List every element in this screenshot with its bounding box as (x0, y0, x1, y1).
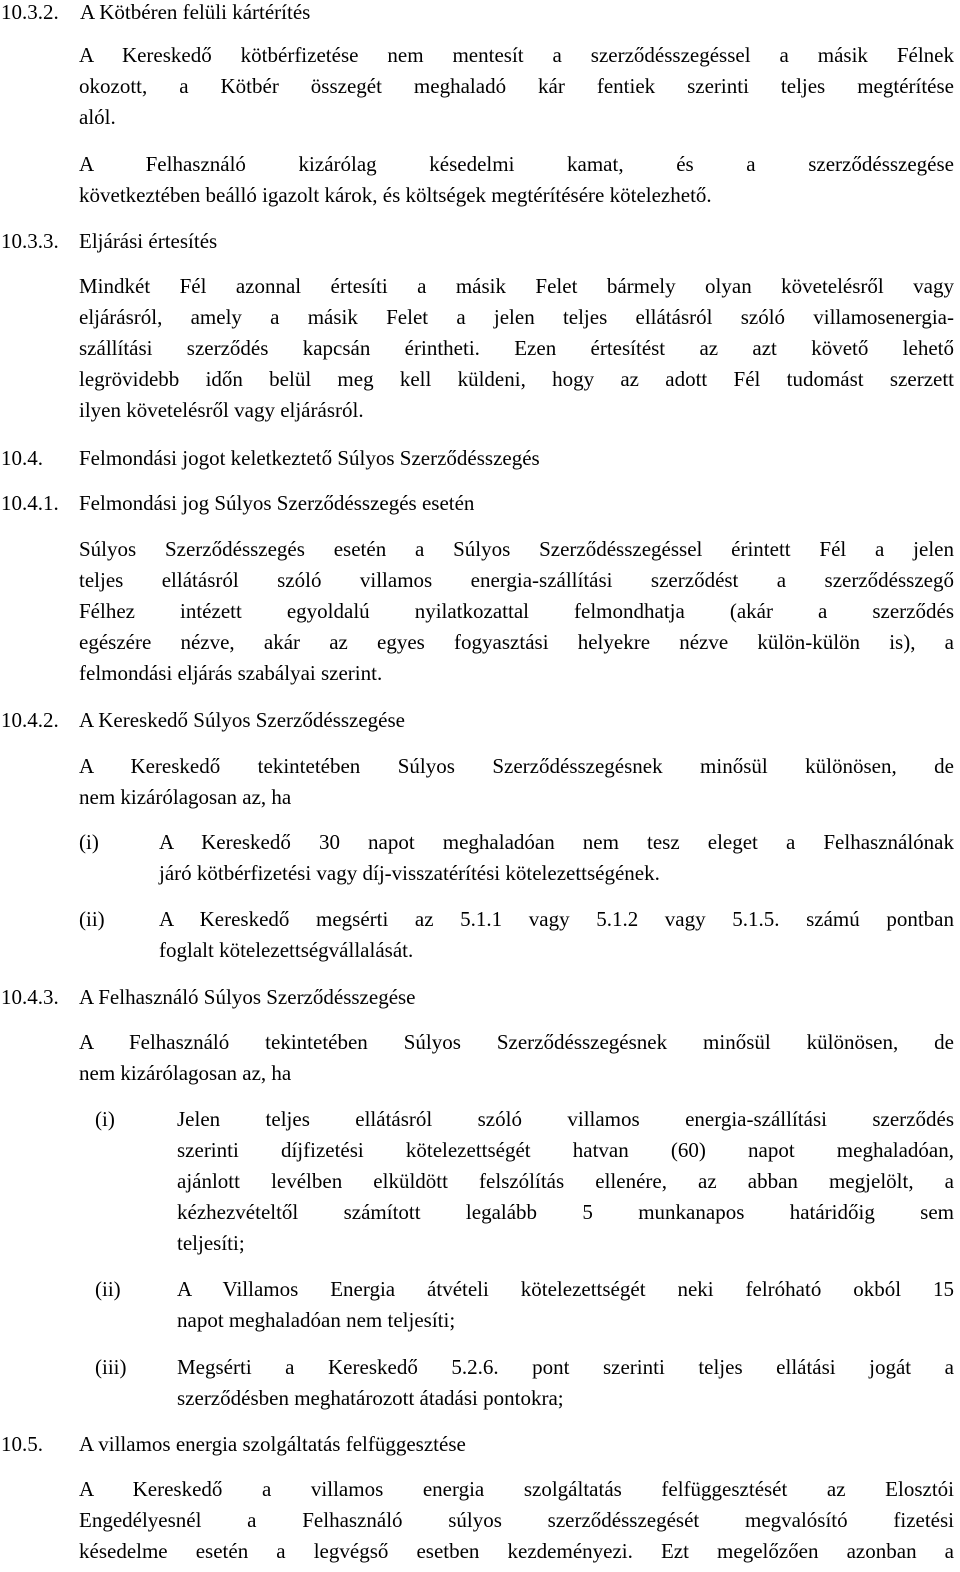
text-line: következtében beálló igazolt károk, és költségek megtérítésére kötelezhető. (79, 183, 712, 207)
paragraph (79, 271, 954, 426)
text-line: A Felhasználó kizárólag késedelmi kamat, és a szerződésszegése (79, 152, 954, 176)
section-heading-10-4 (0, 443, 960, 474)
text-line: Súlyos Szerződésszegés esetén a Súlyos Szerződésszegéssel érintett Fél a jelen (79, 537, 954, 561)
paragraph (79, 40, 954, 133)
text-line: Jelen teljes ellátásról szóló villamos energia-szállítási szerződés (177, 1107, 954, 1131)
list-item (0, 827, 960, 889)
text-line: szerződésben meghatározott átadási pontokra; (177, 1386, 564, 1410)
text-line: késedelme esetén a legvégső esetben kezdeményezi. Ezt megelőzően azonban a (79, 1539, 954, 1563)
text-line: okozott, a Kötbér összegét meghaladó kár fentiek szerinti teljes megtérítése (79, 74, 954, 98)
paragraph (79, 1474, 954, 1567)
text-line: eljárásról, amely a másik Felet a jelen teljes ellátásról szóló villamosenergia- (79, 305, 954, 329)
paragraph (79, 534, 954, 689)
text-line: ilyen követelésről vagy eljárásról. (79, 398, 364, 422)
paragraph (79, 149, 954, 211)
text-line: A Kereskedő megsérti az 5.1.1 vagy 5.1.2 vagy 5.1.5. számú pontban (159, 907, 954, 931)
list-item-body (177, 1104, 954, 1259)
text-line: legrövidebb időn belül meg kell küldeni, hogy az adott Fél tudomást szerzett (79, 367, 954, 391)
list-item-label: (ii) (79, 907, 105, 931)
list-item-label: (iii) (95, 1355, 127, 1379)
text-line: szerinti díjfizetési kötelezettségét hatvan (60) napot meghaladóan, (177, 1138, 954, 1162)
text-line: foglalt kötelezettségvállalását. (159, 938, 414, 962)
list-item-label: (i) (95, 1107, 115, 1131)
text-line: A Kereskedő 30 napot meghaladóan nem tesz eleget a Felhasználónak (159, 830, 954, 854)
text-line: teljesíti; (177, 1231, 245, 1255)
text-line: járó kötbérfizetési vagy díj-visszatérítési kötelezettségének. (159, 861, 660, 885)
section-title: A Felhasználó Súlyos Szerződésszegése (79, 985, 416, 1009)
section-heading-10-4-3 (0, 982, 960, 1013)
section-title: A Kereskedő Súlyos Szerződésszegése (79, 708, 405, 732)
section-heading-10-4-1 (0, 488, 960, 519)
text-line: Engedélyesnél a Felhasználó súlyos szerződésszegését megvalósító fizetési (79, 1508, 954, 1532)
list-item-body (159, 827, 954, 889)
section-title: A Kötbéren felüli kártérítés (80, 0, 311, 24)
section-number: 10.3.3. (1, 229, 59, 253)
text-line: Félhez intézett egyoldalú nyilatkozattal felmondhatja (akár a szerződés (79, 599, 954, 623)
section-heading-10-4-2 (0, 705, 960, 736)
text-line: teljes ellátásról szóló villamos energia-szállítási szerződést a szerződésszegő (79, 568, 954, 592)
section-number: 10.4.1. (1, 491, 59, 515)
paragraph (79, 1027, 954, 1089)
text-line: Megsérti a Kereskedő 5.2.6. pont szerinti teljes ellátási jogát a (177, 1355, 954, 1379)
section-number: 10.4.2. (1, 708, 59, 732)
section-heading-10-3-2 (0, 0, 960, 28)
text-line: alól. (79, 105, 116, 129)
text-line: A Kereskedő tekintetében Súlyos Szerződésszegésnek minősül különösen, de (79, 754, 954, 778)
text-line: felmondási eljárás szabályai szerint. (79, 661, 383, 685)
text-line: A Villamos Energia átvételi kötelezettségét neki felróható okból 15 (177, 1277, 954, 1301)
section-title: Eljárási értesítés (79, 229, 218, 253)
section-number: 10.4.3. (1, 985, 59, 1009)
list-item-label: (i) (79, 830, 99, 854)
text-line: Mindkét Fél azonnal értesíti a másik Felet bármely olyan követelésről vagy (79, 274, 954, 298)
text-line: A Felhasználó tekintetében Súlyos Szerződésszegésnek minősül különösen, de (79, 1030, 954, 1054)
list-item (0, 1352, 960, 1414)
section-number: 10.5. (1, 1432, 43, 1456)
list-item (0, 904, 960, 966)
section-title: Felmondási jog Súlyos Szerződésszegés esetén (79, 491, 475, 515)
text-line: A Kereskedő kötbérfizetése nem mentesít a szerződésszegéssel a másik Félnek (79, 43, 954, 67)
text-line: napot meghaladóan nem teljesíti; (177, 1308, 456, 1332)
section-number: 10.3.2. (1, 0, 59, 24)
paragraph (79, 751, 954, 813)
text-line: egészére nézve, akár az egyes fogyasztási helyekre nézve külön-külön is), a (79, 630, 954, 654)
section-heading-10-3-3 (0, 226, 960, 257)
list-item (0, 1104, 960, 1259)
text-line: A Kereskedő a villamos energia szolgáltatás felfüggesztését az Elosztói (79, 1477, 954, 1501)
text-line: ajánlott levélben elküldött felszólítás ellenére, az abban megjelölt, a (177, 1169, 954, 1193)
text-line: kézhezvételtől számított legalább 5 munkanapos határidőig sem (177, 1200, 954, 1224)
section-title: A villamos energia szolgáltatás felfüggesztése (79, 1432, 466, 1456)
list-item-body (159, 904, 954, 966)
list-item-body (177, 1352, 954, 1414)
section-heading-10-5 (0, 1429, 960, 1460)
text-line: nem kizárólagosan az, ha (79, 785, 292, 809)
list-item-body (177, 1274, 954, 1336)
text-line: nem kizárólagosan az, ha (79, 1061, 292, 1085)
list-item (0, 1274, 960, 1336)
list-item-label: (ii) (95, 1277, 121, 1301)
section-title: Felmondási jogot keletkeztető Súlyos Szerződésszegés (79, 446, 540, 470)
section-number: 10.4. (1, 446, 43, 470)
text-line: szállítási szerződés kapcsán érintheti. Ezen értesítést az azt követő lehető (79, 336, 954, 360)
